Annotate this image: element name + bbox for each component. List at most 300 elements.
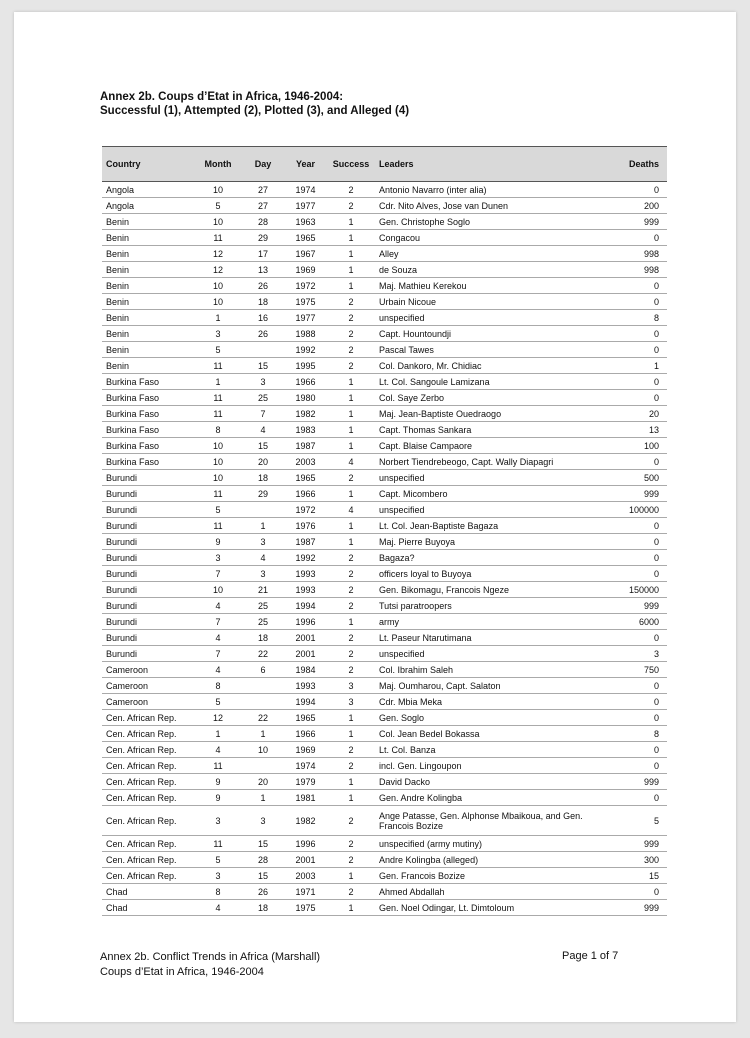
document-page — [14, 12, 736, 1022]
cell-day: 3 — [242, 806, 284, 836]
cell-success: 1 — [327, 790, 375, 806]
cell-country: Burundi — [102, 646, 194, 662]
cell-year: 1987 — [284, 438, 327, 454]
cell-deaths: 0 — [595, 518, 667, 534]
cell-leaders: Col. Dankoro, Mr. Chidiac — [375, 358, 595, 374]
cell-deaths: 999 — [595, 214, 667, 230]
cell-month: 1 — [194, 374, 242, 390]
cell-deaths: 13 — [595, 422, 667, 438]
cell-day — [242, 758, 284, 774]
cell-country: Benin — [102, 278, 194, 294]
table-row — [102, 198, 667, 214]
cell-month: 10 — [194, 214, 242, 230]
cell-leaders: Ange Patasse, Gen. Alphonse Mbaikoua, and Gen. Francois Bozize — [375, 806, 595, 836]
header-year: Year — [284, 147, 327, 182]
table-row — [102, 534, 667, 550]
cell-deaths: 998 — [595, 262, 667, 278]
cell-day: 21 — [242, 582, 284, 598]
cell-leaders: Capt. Hountoundji — [375, 326, 595, 342]
cell-success: 1 — [327, 438, 375, 454]
cell-country: Burundi — [102, 486, 194, 502]
cell-leaders: Col. Ibrahim Saleh — [375, 662, 595, 678]
cell-month: 4 — [194, 598, 242, 614]
cell-deaths: 0 — [595, 742, 667, 758]
cell-year: 2001 — [284, 630, 327, 646]
table-row — [102, 758, 667, 774]
cell-deaths: 0 — [595, 326, 667, 342]
cell-deaths: 0 — [595, 534, 667, 550]
cell-success: 2 — [327, 342, 375, 358]
header-deaths: Deaths — [595, 147, 667, 182]
cell-year: 1982 — [284, 806, 327, 836]
cell-year: 1993 — [284, 678, 327, 694]
table-row — [102, 630, 667, 646]
cell-leaders: Tutsi paratroopers — [375, 598, 595, 614]
cell-month: 11 — [194, 486, 242, 502]
cell-year: 1976 — [284, 518, 327, 534]
cell-year: 1987 — [284, 534, 327, 550]
cell-day: 1 — [242, 790, 284, 806]
cell-deaths: 500 — [595, 470, 667, 486]
cell-year: 1979 — [284, 774, 327, 790]
cell-country: Benin — [102, 294, 194, 310]
table-row — [102, 502, 667, 518]
cell-deaths: 0 — [595, 884, 667, 900]
cell-year: 1992 — [284, 550, 327, 566]
cell-day: 25 — [242, 598, 284, 614]
cell-day: 3 — [242, 534, 284, 550]
cell-year: 1974 — [284, 182, 327, 198]
cell-month: 1 — [194, 310, 242, 326]
cell-day: 3 — [242, 566, 284, 582]
cell-deaths: 8 — [595, 726, 667, 742]
table-row — [102, 806, 667, 836]
cell-success: 2 — [327, 182, 375, 198]
cell-year: 2001 — [284, 852, 327, 868]
cell-month: 11 — [194, 406, 242, 422]
cell-leaders: unspecified — [375, 502, 595, 518]
cell-deaths: 999 — [595, 836, 667, 852]
cell-deaths: 0 — [595, 550, 667, 566]
cell-deaths: 0 — [595, 758, 667, 774]
cell-leaders: unspecified — [375, 470, 595, 486]
cell-leaders: Alley — [375, 246, 595, 262]
cell-month: 10 — [194, 582, 242, 598]
cell-country: Cen. African Rep. — [102, 806, 194, 836]
cell-deaths: 0 — [595, 390, 667, 406]
cell-month: 5 — [194, 198, 242, 214]
cell-country: Benin — [102, 262, 194, 278]
cell-deaths: 100 — [595, 438, 667, 454]
cell-day: 10 — [242, 742, 284, 758]
cell-country: Benin — [102, 310, 194, 326]
cell-leaders: Lt. Col. Sangoule Lamizana — [375, 374, 595, 390]
cell-success: 2 — [327, 470, 375, 486]
table-row — [102, 598, 667, 614]
cell-country: Angola — [102, 198, 194, 214]
cell-day: 29 — [242, 486, 284, 502]
cell-success: 2 — [327, 852, 375, 868]
cell-leaders: Urbain Nicoue — [375, 294, 595, 310]
cell-country: Burkina Faso — [102, 390, 194, 406]
table-row — [102, 868, 667, 884]
cell-day: 16 — [242, 310, 284, 326]
cell-success: 4 — [327, 454, 375, 470]
cell-country: Benin — [102, 246, 194, 262]
cell-leaders: unspecified — [375, 310, 595, 326]
cell-deaths: 0 — [595, 454, 667, 470]
table-row — [102, 852, 667, 868]
cell-country: Benin — [102, 230, 194, 246]
cell-leaders: Lt. Paseur Ntarutimana — [375, 630, 595, 646]
cell-deaths: 3 — [595, 646, 667, 662]
cell-success: 1 — [327, 710, 375, 726]
cell-year: 2001 — [284, 646, 327, 662]
cell-deaths: 0 — [595, 278, 667, 294]
cell-month: 3 — [194, 806, 242, 836]
cell-deaths: 0 — [595, 694, 667, 710]
cell-deaths: 8 — [595, 310, 667, 326]
cell-leaders: Capt. Thomas Sankara — [375, 422, 595, 438]
cell-leaders: incl. Gen. Lingoupon — [375, 758, 595, 774]
cell-deaths: 0 — [595, 790, 667, 806]
cell-success: 1 — [327, 534, 375, 550]
cell-year: 1977 — [284, 198, 327, 214]
cell-month: 9 — [194, 790, 242, 806]
cell-year: 1965 — [284, 710, 327, 726]
table-row — [102, 326, 667, 342]
cell-success: 1 — [327, 390, 375, 406]
cell-deaths: 15 — [595, 868, 667, 884]
cell-month: 7 — [194, 566, 242, 582]
cell-success: 1 — [327, 278, 375, 294]
cell-month: 3 — [194, 868, 242, 884]
table-row — [102, 726, 667, 742]
cell-success: 2 — [327, 758, 375, 774]
cell-success: 1 — [327, 518, 375, 534]
cell-deaths: 200 — [595, 198, 667, 214]
cell-success: 2 — [327, 550, 375, 566]
cell-success: 1 — [327, 262, 375, 278]
cell-month: 10 — [194, 182, 242, 198]
cell-day: 4 — [242, 550, 284, 566]
cell-success: 1 — [327, 614, 375, 630]
table-row — [102, 486, 667, 502]
cell-month: 11 — [194, 230, 242, 246]
cell-country: Cen. African Rep. — [102, 726, 194, 742]
cell-day: 22 — [242, 646, 284, 662]
cell-leaders: Lt. Col. Jean-Baptiste Bagaza — [375, 518, 595, 534]
cell-day: 15 — [242, 836, 284, 852]
cell-leaders: Cdr. Nito Alves, Jose van Dunen — [375, 198, 595, 214]
cell-country: Angola — [102, 182, 194, 198]
cell-day: 18 — [242, 630, 284, 646]
cell-deaths: 300 — [595, 852, 667, 868]
cell-leaders: Gen. Bikomagu, Francois Ngeze — [375, 582, 595, 598]
cell-success: 2 — [327, 836, 375, 852]
cell-day: 27 — [242, 198, 284, 214]
cell-day — [242, 342, 284, 358]
cell-leaders: officers loyal to Buyoya — [375, 566, 595, 582]
cell-success: 2 — [327, 582, 375, 598]
cell-leaders: Andre Kolingba (alleged) — [375, 852, 595, 868]
cell-country: Cen. African Rep. — [102, 852, 194, 868]
cell-day: 18 — [242, 900, 284, 916]
cell-country: Burundi — [102, 534, 194, 550]
cell-year: 1974 — [284, 758, 327, 774]
cell-leaders: Capt. Micombero — [375, 486, 595, 502]
cell-month: 3 — [194, 550, 242, 566]
cell-deaths: 999 — [595, 774, 667, 790]
cell-country: Burundi — [102, 518, 194, 534]
cell-country: Burundi — [102, 582, 194, 598]
title-line-1: Annex 2b. Coups d’Etat in Africa, 1946-2004: — [100, 91, 344, 103]
cell-country: Benin — [102, 214, 194, 230]
table-row — [102, 374, 667, 390]
cell-month: 10 — [194, 294, 242, 310]
cell-leaders: Lt. Col. Banza — [375, 742, 595, 758]
cell-success: 1 — [327, 422, 375, 438]
cell-success: 1 — [327, 900, 375, 916]
cell-year: 1981 — [284, 790, 327, 806]
cell-leaders: Norbert Tiendrebeogo, Capt. Wally Diapagri — [375, 454, 595, 470]
table-row — [102, 550, 667, 566]
cell-leaders: unspecified — [375, 646, 595, 662]
cell-leaders: David Dacko — [375, 774, 595, 790]
table-row — [102, 582, 667, 598]
cell-success: 2 — [327, 566, 375, 582]
cell-success: 2 — [327, 326, 375, 342]
table-row — [102, 518, 667, 534]
cell-month: 4 — [194, 662, 242, 678]
table-row — [102, 900, 667, 916]
table-row — [102, 278, 667, 294]
footer-line-2: Coups d’Etat in Africa, 1946-2004 — [100, 966, 264, 978]
cell-month: 5 — [194, 342, 242, 358]
table-row — [102, 470, 667, 486]
cell-year: 1996 — [284, 836, 327, 852]
cell-country: Chad — [102, 900, 194, 916]
table-row — [102, 310, 667, 326]
cell-day: 15 — [242, 868, 284, 884]
cell-year: 1977 — [284, 310, 327, 326]
cell-day: 25 — [242, 614, 284, 630]
cell-country: Benin — [102, 342, 194, 358]
table-row — [102, 454, 667, 470]
cell-success: 3 — [327, 694, 375, 710]
cell-year: 1983 — [284, 422, 327, 438]
cell-country: Burundi — [102, 502, 194, 518]
cell-success: 2 — [327, 294, 375, 310]
cell-month: 12 — [194, 246, 242, 262]
cell-year: 1996 — [284, 614, 327, 630]
cell-year: 1994 — [284, 694, 327, 710]
title-line-2: Successful (1), Attempted (2), Plotted (3), and Alleged (4) — [100, 105, 410, 117]
table-row — [102, 262, 667, 278]
cell-deaths: 0 — [595, 566, 667, 582]
cell-day: 13 — [242, 262, 284, 278]
cell-country: Burkina Faso — [102, 454, 194, 470]
cell-country: Burundi — [102, 566, 194, 582]
cell-month: 11 — [194, 836, 242, 852]
cell-country: Cen. African Rep. — [102, 790, 194, 806]
cell-deaths: 750 — [595, 662, 667, 678]
cell-leaders: Col. Jean Bedel Bokassa — [375, 726, 595, 742]
cell-day: 25 — [242, 390, 284, 406]
cell-year: 1975 — [284, 900, 327, 916]
cell-year: 1975 — [284, 294, 327, 310]
cell-day — [242, 502, 284, 518]
cell-year: 1980 — [284, 390, 327, 406]
cell-month: 11 — [194, 390, 242, 406]
cell-leaders: Pascal Tawes — [375, 342, 595, 358]
cell-day: 4 — [242, 422, 284, 438]
table-row — [102, 246, 667, 262]
cell-success: 1 — [327, 868, 375, 884]
cell-month: 10 — [194, 278, 242, 294]
cell-success: 2 — [327, 310, 375, 326]
cell-month: 9 — [194, 774, 242, 790]
table-row — [102, 566, 667, 582]
cell-deaths: 6000 — [595, 614, 667, 630]
cell-country: Cen. African Rep. — [102, 836, 194, 852]
cell-leaders: Maj. Pierre Buyoya — [375, 534, 595, 550]
cell-success: 1 — [327, 726, 375, 742]
cell-country: Benin — [102, 326, 194, 342]
cell-month: 7 — [194, 614, 242, 630]
cell-day: 1 — [242, 726, 284, 742]
cell-year: 1966 — [284, 486, 327, 502]
cell-year: 1995 — [284, 358, 327, 374]
cell-deaths: 998 — [595, 246, 667, 262]
cell-success: 2 — [327, 646, 375, 662]
cell-success: 1 — [327, 214, 375, 230]
cell-month: 9 — [194, 534, 242, 550]
table-row — [102, 678, 667, 694]
cell-deaths: 0 — [595, 678, 667, 694]
cell-leaders: Maj. Mathieu Kerekou — [375, 278, 595, 294]
cell-month: 5 — [194, 502, 242, 518]
cell-month: 5 — [194, 694, 242, 710]
cell-leaders: Ahmed Abdallah — [375, 884, 595, 900]
cell-deaths: 0 — [595, 630, 667, 646]
cell-day: 3 — [242, 374, 284, 390]
cell-month: 5 — [194, 852, 242, 868]
cell-day — [242, 678, 284, 694]
cell-year: 1993 — [284, 566, 327, 582]
cell-country: Burkina Faso — [102, 374, 194, 390]
cell-year: 1966 — [284, 374, 327, 390]
cell-success: 2 — [327, 662, 375, 678]
table-row — [102, 438, 667, 454]
cell-deaths: 5 — [595, 806, 667, 836]
cell-country: Burundi — [102, 614, 194, 630]
cell-day: 28 — [242, 214, 284, 230]
cell-country: Burundi — [102, 598, 194, 614]
cell-day: 20 — [242, 774, 284, 790]
cell-leaders: Gen. Soglo — [375, 710, 595, 726]
cell-success: 1 — [327, 774, 375, 790]
table-row — [102, 294, 667, 310]
cell-day: 17 — [242, 246, 284, 262]
cell-deaths: 999 — [595, 900, 667, 916]
cell-year: 1971 — [284, 884, 327, 900]
cell-year: 1966 — [284, 726, 327, 742]
cell-success: 4 — [327, 502, 375, 518]
cell-success: 2 — [327, 806, 375, 836]
cell-country: Cen. African Rep. — [102, 774, 194, 790]
cell-country: Burundi — [102, 470, 194, 486]
cell-year: 1994 — [284, 598, 327, 614]
table-row — [102, 646, 667, 662]
table-row — [102, 214, 667, 230]
cell-success: 2 — [327, 742, 375, 758]
cell-success: 1 — [327, 230, 375, 246]
cell-year: 1993 — [284, 582, 327, 598]
table-row — [102, 182, 667, 198]
cell-country: Cameroon — [102, 694, 194, 710]
cell-leaders: de Souza — [375, 262, 595, 278]
cell-day: 15 — [242, 438, 284, 454]
cell-country: Burkina Faso — [102, 422, 194, 438]
cell-deaths: 20 — [595, 406, 667, 422]
cell-day — [242, 694, 284, 710]
cell-success: 2 — [327, 198, 375, 214]
table-row — [102, 342, 667, 358]
cell-leaders: Gen. Andre Kolingba — [375, 790, 595, 806]
table-row — [102, 230, 667, 246]
cell-leaders: Gen. Christophe Soglo — [375, 214, 595, 230]
cell-success: 3 — [327, 678, 375, 694]
cell-year: 1967 — [284, 246, 327, 262]
cell-leaders: Congacou — [375, 230, 595, 246]
table-row — [102, 694, 667, 710]
cell-success: 2 — [327, 630, 375, 646]
cell-leaders: Cdr. Mbia Meka — [375, 694, 595, 710]
cell-year: 1965 — [284, 470, 327, 486]
cell-country: Cen. African Rep. — [102, 742, 194, 758]
cell-success: 1 — [327, 406, 375, 422]
cell-month: 11 — [194, 518, 242, 534]
table-header-row — [102, 147, 667, 182]
table-row — [102, 406, 667, 422]
cell-country: Chad — [102, 884, 194, 900]
cell-success: 1 — [327, 374, 375, 390]
footer-line-1: Annex 2b. Conflict Trends in Africa (Marshall) — [100, 951, 321, 963]
cell-deaths: 1 — [595, 358, 667, 374]
cell-leaders: Gen. Noel Odingar, Lt. Dimtoloum — [375, 900, 595, 916]
cell-country: Burkina Faso — [102, 406, 194, 422]
cell-month: 4 — [194, 900, 242, 916]
cell-year: 1972 — [284, 502, 327, 518]
cell-leaders: Col. Saye Zerbo — [375, 390, 595, 406]
header-country: Country — [102, 147, 194, 182]
cell-year: 1969 — [284, 742, 327, 758]
cell-deaths: 0 — [595, 374, 667, 390]
table-row — [102, 390, 667, 406]
cell-month: 8 — [194, 678, 242, 694]
cell-month: 11 — [194, 358, 242, 374]
cell-country: Cen. African Rep. — [102, 758, 194, 774]
cell-day: 18 — [242, 470, 284, 486]
cell-country: Burundi — [102, 630, 194, 646]
cell-leaders: Antonio Navarro (inter alia) — [375, 182, 595, 198]
cell-day: 27 — [242, 182, 284, 198]
cell-month: 4 — [194, 742, 242, 758]
cell-month: 1 — [194, 726, 242, 742]
cell-day: 26 — [242, 884, 284, 900]
cell-day: 18 — [242, 294, 284, 310]
